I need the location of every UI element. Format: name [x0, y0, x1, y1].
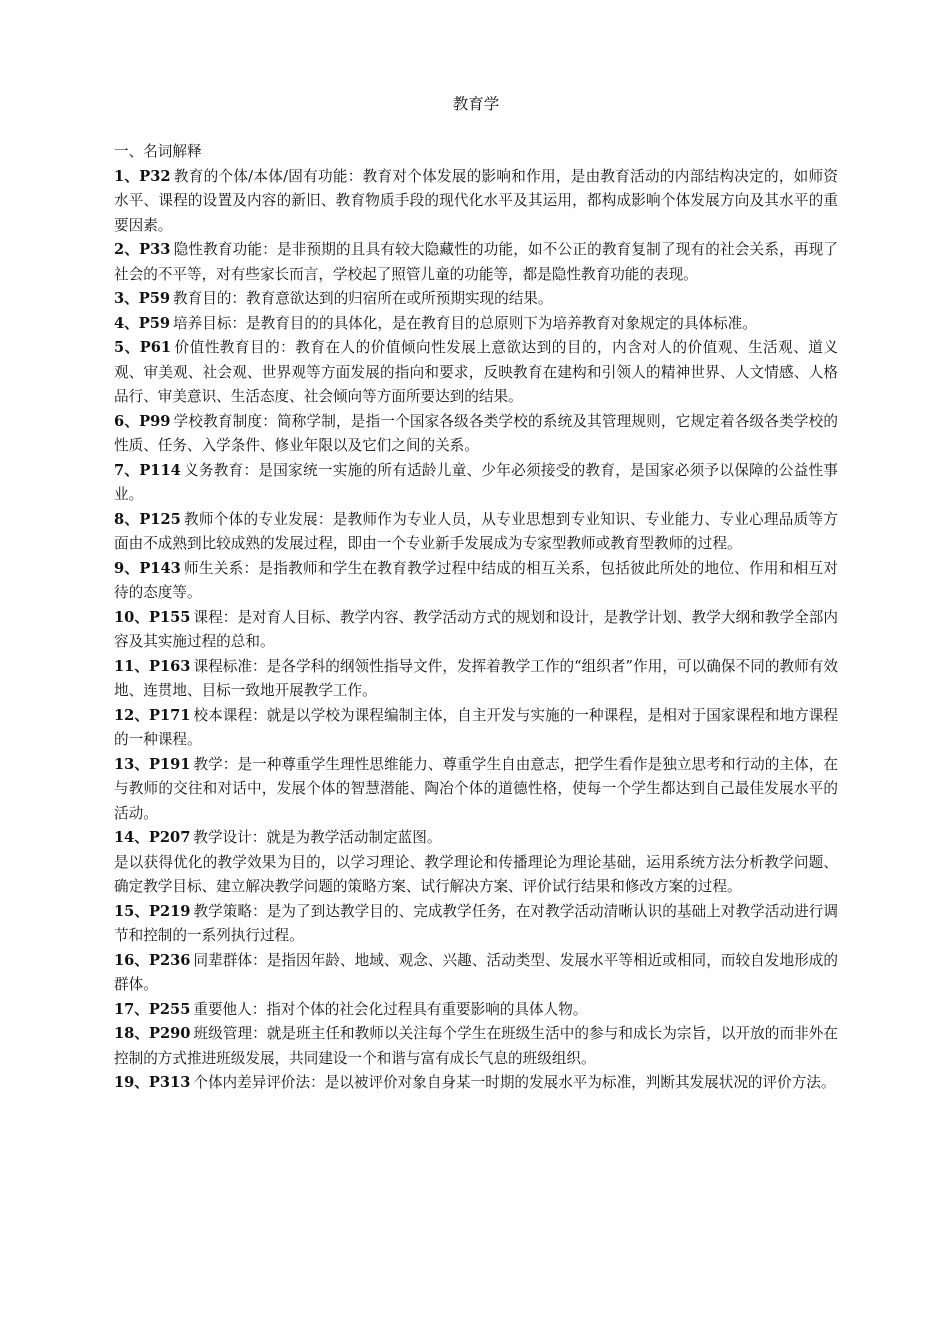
entry-number: 15、 [114, 902, 150, 920]
entry-text: 教学策略：是为了到达教学目的、完成教学任务，在对教学活动清晰认识的基础上对教学活动进行调节和控制的一系列执行过程。 [114, 902, 838, 944]
entry-page-ref: P59 [138, 290, 171, 307]
entry-number: 19、 [114, 1074, 149, 1091]
definition-entry [114, 900, 838, 949]
definition-entry [114, 238, 838, 287]
entry-text: 是以获得优化的教学效果为目的，以学习理论、教学理论和传播理论为理论基础，运用系统方法分析教学问题、确定教学目标、建立解决教学问题的策略方案、试行解决方案、评价试行结果和修改方案的过程。 [114, 853, 838, 895]
entry-page-ref: P313 [148, 1074, 191, 1091]
definition-entry [114, 287, 838, 312]
entry-number: 6、 [114, 412, 140, 430]
entry-page-ref: P207 [148, 829, 191, 846]
definition-entry [114, 704, 838, 753]
entry-page-ref: P290 [149, 1025, 191, 1042]
definition-entry [114, 508, 838, 557]
entry-text: 课程：是对育人目标、教学内容、教学活动方式的规划和设计，是教学计划、教学大纲和教学全部内容及其实施过程的总和。 [114, 608, 838, 650]
entry-number: 2、 [114, 241, 140, 258]
entry-number: 8、 [114, 510, 140, 528]
entry-number: 1、 [114, 167, 140, 185]
entry-number: 5、 [114, 339, 140, 356]
entry-text: 同辈群体：是指因年龄、地域、观念、兴趣、活动类型、发展水平等相近或相同，而较自发地形成的群体。 [114, 951, 838, 993]
entry-page-ref: P171 [149, 706, 191, 724]
entry-page-ref: P191 [149, 755, 191, 773]
entry-text: 个体内差异评价法：是以被评价对象自身某一时期的发展水平为标准，判断其发展状况的评价方法。 [193, 1074, 836, 1091]
definition-entry [114, 165, 838, 239]
definition-entry [114, 1071, 838, 1096]
entry-number: 3、 [114, 290, 139, 307]
entry-number: 10、 [114, 608, 150, 626]
entry-text: 教育的个体/本体/固有功能：教育对个体发展的影响和作用，是由教育活动的内部结构决定的，如师资水平、课程的设置及内容的新旧、教育物质手段的现代化水平及其运用，都构成影响个体发展方向及其水平的重要因素。 [114, 167, 838, 234]
entry-page-ref: P255 [148, 1000, 191, 1018]
entry-number: 16、 [114, 951, 150, 969]
entry-number: 4、 [114, 314, 139, 332]
definition-entry [114, 949, 838, 998]
entry-number: 13、 [114, 755, 150, 773]
definition-entry [114, 655, 838, 704]
entry-page-ref: P143 [139, 559, 181, 577]
entry-text: 教师个体的专业发展：是教师作为专业人员，从专业思想到专业知识、专业能力、专业心理品质等方面由不成熟到比较成熟的发展过程，即由一个专业新手发展成为专家型教师或教育型教师的过程。 [114, 510, 838, 552]
entry-page-ref: P99 [139, 412, 171, 430]
entry-text: 教育目的：教育意欲达到的归宿所在或所预期实现的结果。 [173, 290, 553, 307]
entry-page-ref: P59 [138, 314, 171, 332]
document-page [114, 90, 838, 1096]
entry-number: 7、 [114, 461, 140, 479]
section-title: 一、名词解释 [114, 143, 202, 160]
entry-page-ref: P32 [139, 167, 171, 185]
definition-list [114, 165, 838, 1096]
entry-page-ref: P125 [139, 510, 181, 528]
definition-entry [114, 1022, 838, 1071]
definition-entry [114, 557, 838, 606]
document-title: 教育学 [452, 95, 500, 113]
entry-page-ref: P155 [149, 608, 191, 626]
entry-page-ref: P219 [149, 902, 191, 920]
entry-text: 课程标准：是各学科的纲领性指导文件，发挥着教学工作的“组织者”作用，可以确保不同的教师有效地、连贯地、目标一致地开展教学工作。 [114, 657, 838, 699]
entry-number: 14、 [114, 829, 149, 846]
entry-text: 学校教育制度：简称学制，是指一个国家各级各类学校的系统及其管理规则，它规定着各级各类学校的性质、任务、入学条件、修业年限以及它们之间的关系。 [114, 412, 838, 454]
definition-entry [114, 851, 838, 900]
entry-text: 教学设计：就是为教学活动制定蓝图。 [193, 829, 442, 846]
definition-entry [114, 410, 838, 459]
entry-page-ref: P114 [139, 461, 181, 479]
entry-number: 18、 [114, 1025, 150, 1042]
entry-number: 17、 [114, 1000, 149, 1018]
definition-entry [114, 312, 838, 337]
entry-text: 教学：是一种尊重学生理性思维能力、尊重学生自由意志，把学生看作是独立思考和行动的主体，在与教师的交往和对话中，发展个体的智慧潜能、陶冶个体的道德性格，使每一个学生都达到自己最佳发展水平的活动。 [114, 755, 838, 822]
entry-page-ref: P61 [139, 339, 172, 356]
entry-page-ref: P236 [149, 951, 191, 969]
entry-text: 培养目标：是教育目的的具体化，是在教育目的总原则下为培养教育对象规定的具体标准。 [173, 314, 757, 332]
entry-page-ref: P163 [149, 657, 191, 675]
entry-text: 班级管理：就是班主任和教师以关注每个学生在班级生活中的参与和成长为宗旨，以开放的而非外在控制的方式推进班级发展，共同建设一个和谐与富有成长气息的班级组织。 [114, 1025, 838, 1067]
definition-entry [114, 998, 838, 1023]
definition-entry [114, 826, 838, 851]
entry-number: 12、 [114, 706, 150, 724]
definition-entry [114, 753, 838, 827]
definition-entry [114, 459, 838, 508]
entry-number: 9、 [114, 559, 140, 577]
entry-text: 隐性教育功能：是非预期的且具有较大隐藏性的功能，如不公正的教育复制了现有的社会关系，再现了社会的不平等，对有些家长而言，学校起了照管儿童的功能等，都是隐性教育功能的表现。 [114, 241, 838, 283]
definition-entry [114, 336, 838, 410]
entry-text: 校本课程：就是以学校为课程编制主体，自主开发与实施的一种课程，是相对于国家课程和地方课程的一种课程。 [114, 706, 838, 748]
definition-entry [114, 606, 838, 655]
entry-text: 价值性教育目的：教育在人的价值倾向性发展上意欲达到的目的，内含对人的价值观、生活观、道义观、审美观、社会观、世界观等方面发展的指向和要求，反映教育在建构和引领人的精神世界、人文情感、人格品行、审美意识、生活态度、社会倾向等方面所要达到的结果。 [114, 339, 838, 405]
entry-text: 义务教育：是国家统一实施的所有适龄儿童、少年必须接受的教育，是国家必须予以保障的公益性事业。 [114, 461, 838, 503]
entry-text: 重要他人：指对个体的社会化过程具有重要影响的具体人物。 [193, 1000, 588, 1018]
entry-page-ref: P33 [139, 241, 171, 258]
entry-number: 11、 [114, 657, 149, 675]
entry-text: 师生关系：是指教师和学生在教育教学过程中结成的相互关系，包括彼此所处的地位、作用和相互对待的态度等。 [114, 559, 838, 601]
